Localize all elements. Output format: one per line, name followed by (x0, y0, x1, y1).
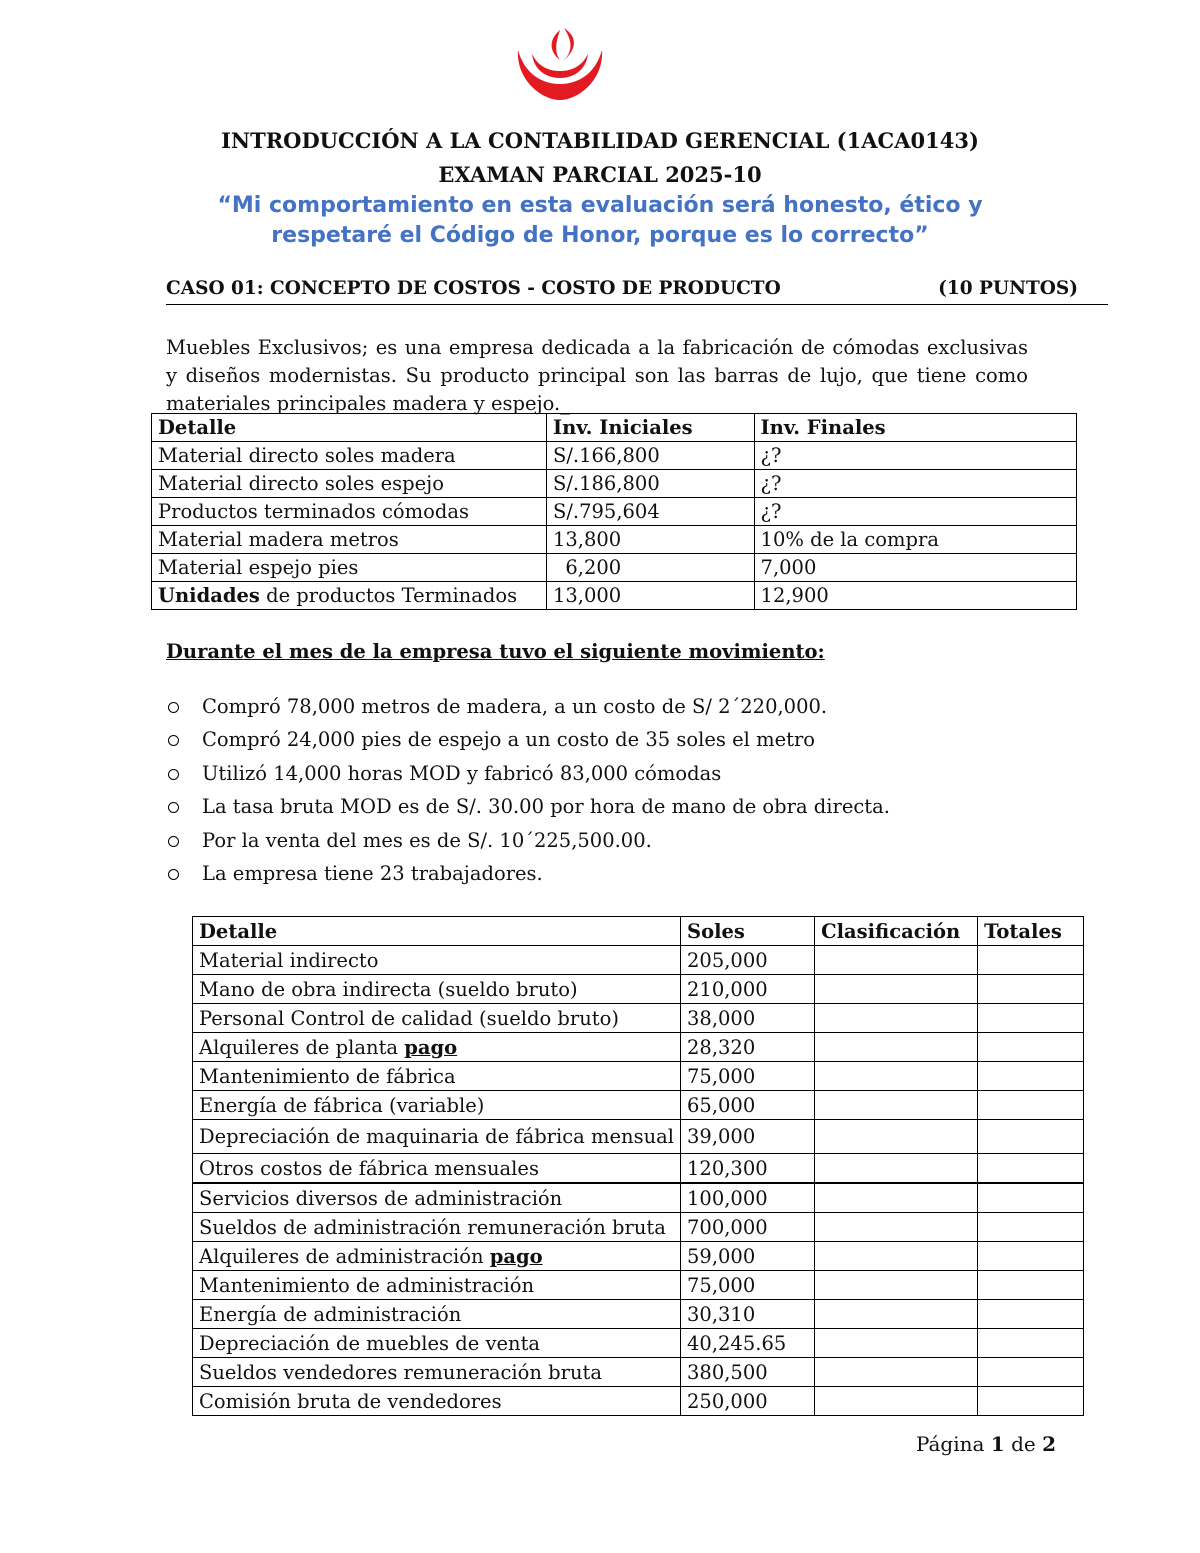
table-cell: Material directo soles madera (152, 442, 547, 470)
classification-cell (815, 1358, 978, 1387)
table-cell (193, 1271, 681, 1300)
exam-title: EXAMAN PARCIAL 2025-10 (438, 162, 762, 187)
cost-detail: Otros costos de fábrica mensuales (199, 1156, 539, 1180)
table-cell (193, 1120, 681, 1154)
totals-cell (978, 1358, 1084, 1387)
honor-quote-line-1: “Mi comportamiento en esta evaluación será honesto, ético y (217, 193, 983, 218)
cost-detail: Sueldos de administración remuneración bruta (199, 1215, 666, 1239)
inventory-table (151, 413, 1077, 610)
table-row (193, 1120, 1084, 1154)
cost-detail: Personal Control de calidad (sueldo bruto) (199, 1006, 619, 1030)
table-header-row (152, 414, 1077, 442)
cost-detail: Mano de obra indirecta (sueldo bruto) (199, 977, 578, 1001)
table-row (152, 470, 1077, 498)
table-cell (193, 975, 681, 1004)
table-cell: 59,000 (681, 1242, 815, 1271)
table-cell: 38,000 (681, 1004, 815, 1033)
table-row (193, 1271, 1084, 1300)
table-cell (193, 946, 681, 975)
footer-page-number: 1 (990, 1432, 1005, 1456)
table-cell: 380,500 (681, 1358, 815, 1387)
totals-cell (978, 975, 1084, 1004)
table-cell (193, 1329, 681, 1358)
totals-cell (978, 1271, 1084, 1300)
cost-detail: Alquileres de administración (199, 1244, 490, 1268)
table-row (193, 1154, 1084, 1184)
table-cell (193, 1242, 681, 1271)
table-row (193, 1242, 1084, 1271)
university-logo-icon (512, 24, 608, 104)
header-inv-iniciales: Inv. Iniciales (546, 414, 754, 442)
totals-cell (978, 1387, 1084, 1416)
classification-cell (815, 1213, 978, 1242)
page-footer (916, 1432, 1056, 1456)
table-cell: S/.166,800 (546, 442, 754, 470)
cost-detail: Energía de administración (199, 1302, 462, 1326)
classification-cell (815, 1033, 978, 1062)
table-row (193, 946, 1084, 975)
totals-cell (978, 1062, 1084, 1091)
header-detalle: Detalle (152, 414, 547, 442)
footer-prefix: Página (915, 1432, 991, 1456)
case-heading (166, 278, 1108, 305)
footer-middle: de (1004, 1432, 1043, 1456)
totals-cell (978, 1183, 1084, 1213)
header-clasificacion: Clasificación (815, 917, 978, 946)
case-intro-paragraph: Muebles Exclusivos; es una empresa dedicada a la fabricación de cómodas exclusivas y diseños modernistas. Su producto principal son las barras de lujo, que tiene como materiales principales madera y espejo._ (166, 336, 1028, 415)
classification-cell (815, 1062, 978, 1091)
header-totales: Totales (978, 917, 1084, 946)
table-row (193, 1300, 1084, 1329)
table-row (193, 1091, 1084, 1120)
cost-detail: Comisión bruta de vendedores (199, 1389, 502, 1413)
list-item: Por la venta del mes es de S/. 10´225,500.00. (166, 824, 890, 857)
cost-detail: Servicios diversos de administración (199, 1186, 563, 1210)
cost-detail: Material indirecto (199, 948, 379, 972)
cost-table (192, 916, 1084, 1416)
table-cell: 39,000 (681, 1120, 815, 1154)
totals-cell (978, 1154, 1084, 1184)
table-cell (193, 1387, 681, 1416)
classification-cell (815, 1242, 978, 1271)
table-cell: 30,310 (681, 1300, 815, 1329)
table-row (193, 975, 1084, 1004)
classification-cell (815, 946, 978, 975)
table-cell (152, 582, 547, 610)
table-cell: Productos terminados cómodas (152, 498, 547, 526)
list-item: Compró 24,000 pies de espejo a un costo de 35 soles el metro (166, 723, 890, 756)
table-row (152, 554, 1077, 582)
course-title: INTRODUCCIÓN A LA CONTABILIDAD GERENCIAL (1ACA0143) (221, 128, 979, 153)
honor-quote-line-2: respetaré el Código de Honor, porque es lo correcto” (271, 223, 929, 248)
cost-detail: Energía de fábrica (variable) (199, 1093, 485, 1117)
table-row (193, 1358, 1084, 1387)
table-cell: 28,320 (681, 1033, 815, 1062)
classification-cell (815, 1183, 978, 1213)
table-cell: ¿? (754, 470, 1076, 498)
totals-cell (978, 1213, 1084, 1242)
table-row (193, 1183, 1084, 1213)
table-cell: S/.795,604 (546, 498, 754, 526)
cost-detail: Alquileres de planta (199, 1035, 405, 1059)
classification-cell (815, 1387, 978, 1416)
table-cell: 210,000 (681, 975, 815, 1004)
movement-list (166, 690, 890, 890)
table-row (193, 1387, 1084, 1416)
table-cell: 250,000 (681, 1387, 815, 1416)
header-soles: Soles (681, 917, 815, 946)
footer-total-pages: 2 (1042, 1432, 1056, 1456)
classification-cell (815, 1120, 978, 1154)
table-cell: 40,245.65 (681, 1329, 815, 1358)
list-item: Compró 78,000 metros de madera, a un costo de S/ 2´220,000. (166, 690, 890, 723)
case-title: CASO 01: CONCEPTO DE COSTOS - COSTO DE PRODUCTO (166, 278, 781, 299)
table-cell (193, 1004, 681, 1033)
table-cell: 6,200 (546, 554, 754, 582)
table-cell (193, 1062, 681, 1091)
classification-cell (815, 1004, 978, 1033)
table-row (152, 442, 1077, 470)
classification-cell (815, 1300, 978, 1329)
table-cell: 75,000 (681, 1062, 815, 1091)
list-item: La tasa bruta MOD es de S/. 30.00 por hora de mano de obra directa. (166, 790, 890, 823)
table-row (193, 1329, 1084, 1358)
table-row (152, 526, 1077, 554)
totals-cell (978, 1033, 1084, 1062)
table-row (193, 1004, 1084, 1033)
cost-detail-emphasis: pago (489, 1244, 543, 1268)
totals-cell (978, 1120, 1084, 1154)
table-cell: 7,000 (754, 554, 1076, 582)
totals-cell (978, 1091, 1084, 1120)
cost-detail: Sueldos vendedores remuneración bruta (199, 1360, 602, 1384)
table-cell: Material madera metros (152, 526, 547, 554)
classification-cell (815, 1091, 978, 1120)
table-row (193, 1033, 1084, 1062)
table-row (193, 1062, 1084, 1091)
table-row (193, 1213, 1084, 1242)
table-cell (193, 1300, 681, 1329)
cost-detail: Mantenimiento de administración (199, 1273, 535, 1297)
totals-cell (978, 1329, 1084, 1358)
movement-heading: Durante el mes de la empresa tuvo el siguiente movimiento: (166, 640, 825, 663)
totals-cell (978, 1004, 1084, 1033)
units-label-rest: de productos Terminados (259, 584, 518, 607)
table-cell: 13,800 (546, 526, 754, 554)
table-cell: 700,000 (681, 1213, 815, 1242)
list-item: Utilizó 14,000 horas MOD y fabricó 83,000 cómodas (166, 757, 890, 790)
table-cell: 205,000 (681, 946, 815, 975)
table-cell: 10% de la compra (754, 526, 1076, 554)
classification-cell (815, 975, 978, 1004)
table-cell: ¿? (754, 498, 1076, 526)
table-row (152, 582, 1077, 610)
units-label: Unidades (158, 584, 260, 607)
cost-detail-emphasis: pago (404, 1035, 458, 1059)
table-cell: 120,300 (681, 1154, 815, 1184)
table-cell: Material directo soles espejo (152, 470, 547, 498)
table-cell (193, 1213, 681, 1242)
table-cell: ¿? (754, 442, 1076, 470)
case-points: (10 PUNTOS) (938, 278, 1078, 299)
table-cell: 100,000 (681, 1183, 815, 1213)
cost-detail: Mantenimiento de fábrica (199, 1064, 456, 1088)
table-header-row (193, 917, 1084, 946)
table-cell (193, 1091, 681, 1120)
table-cell: 65,000 (681, 1091, 815, 1120)
table-cell (193, 1033, 681, 1062)
totals-cell (978, 946, 1084, 975)
classification-cell (815, 1271, 978, 1300)
table-cell: S/.186,800 (546, 470, 754, 498)
header-inv-finales: Inv. Finales (754, 414, 1076, 442)
list-item: La empresa tiene 23 trabajadores. (166, 857, 890, 890)
totals-cell (978, 1300, 1084, 1329)
table-cell: 12,900 (754, 582, 1076, 610)
classification-cell (815, 1329, 978, 1358)
totals-cell (978, 1242, 1084, 1271)
table-cell (193, 1154, 681, 1184)
classification-cell (815, 1154, 978, 1184)
table-cell: Material espejo pies (152, 554, 547, 582)
table-cell (193, 1183, 681, 1213)
table-cell: 75,000 (681, 1271, 815, 1300)
table-row (152, 498, 1077, 526)
cost-detail: Depreciación de maquinaria de fábrica mensual (199, 1125, 675, 1148)
table-cell: 13,000 (546, 582, 754, 610)
header-detalle: Detalle (193, 917, 681, 946)
table-cell (193, 1358, 681, 1387)
cost-detail: Depreciación de muebles de venta (199, 1331, 541, 1355)
